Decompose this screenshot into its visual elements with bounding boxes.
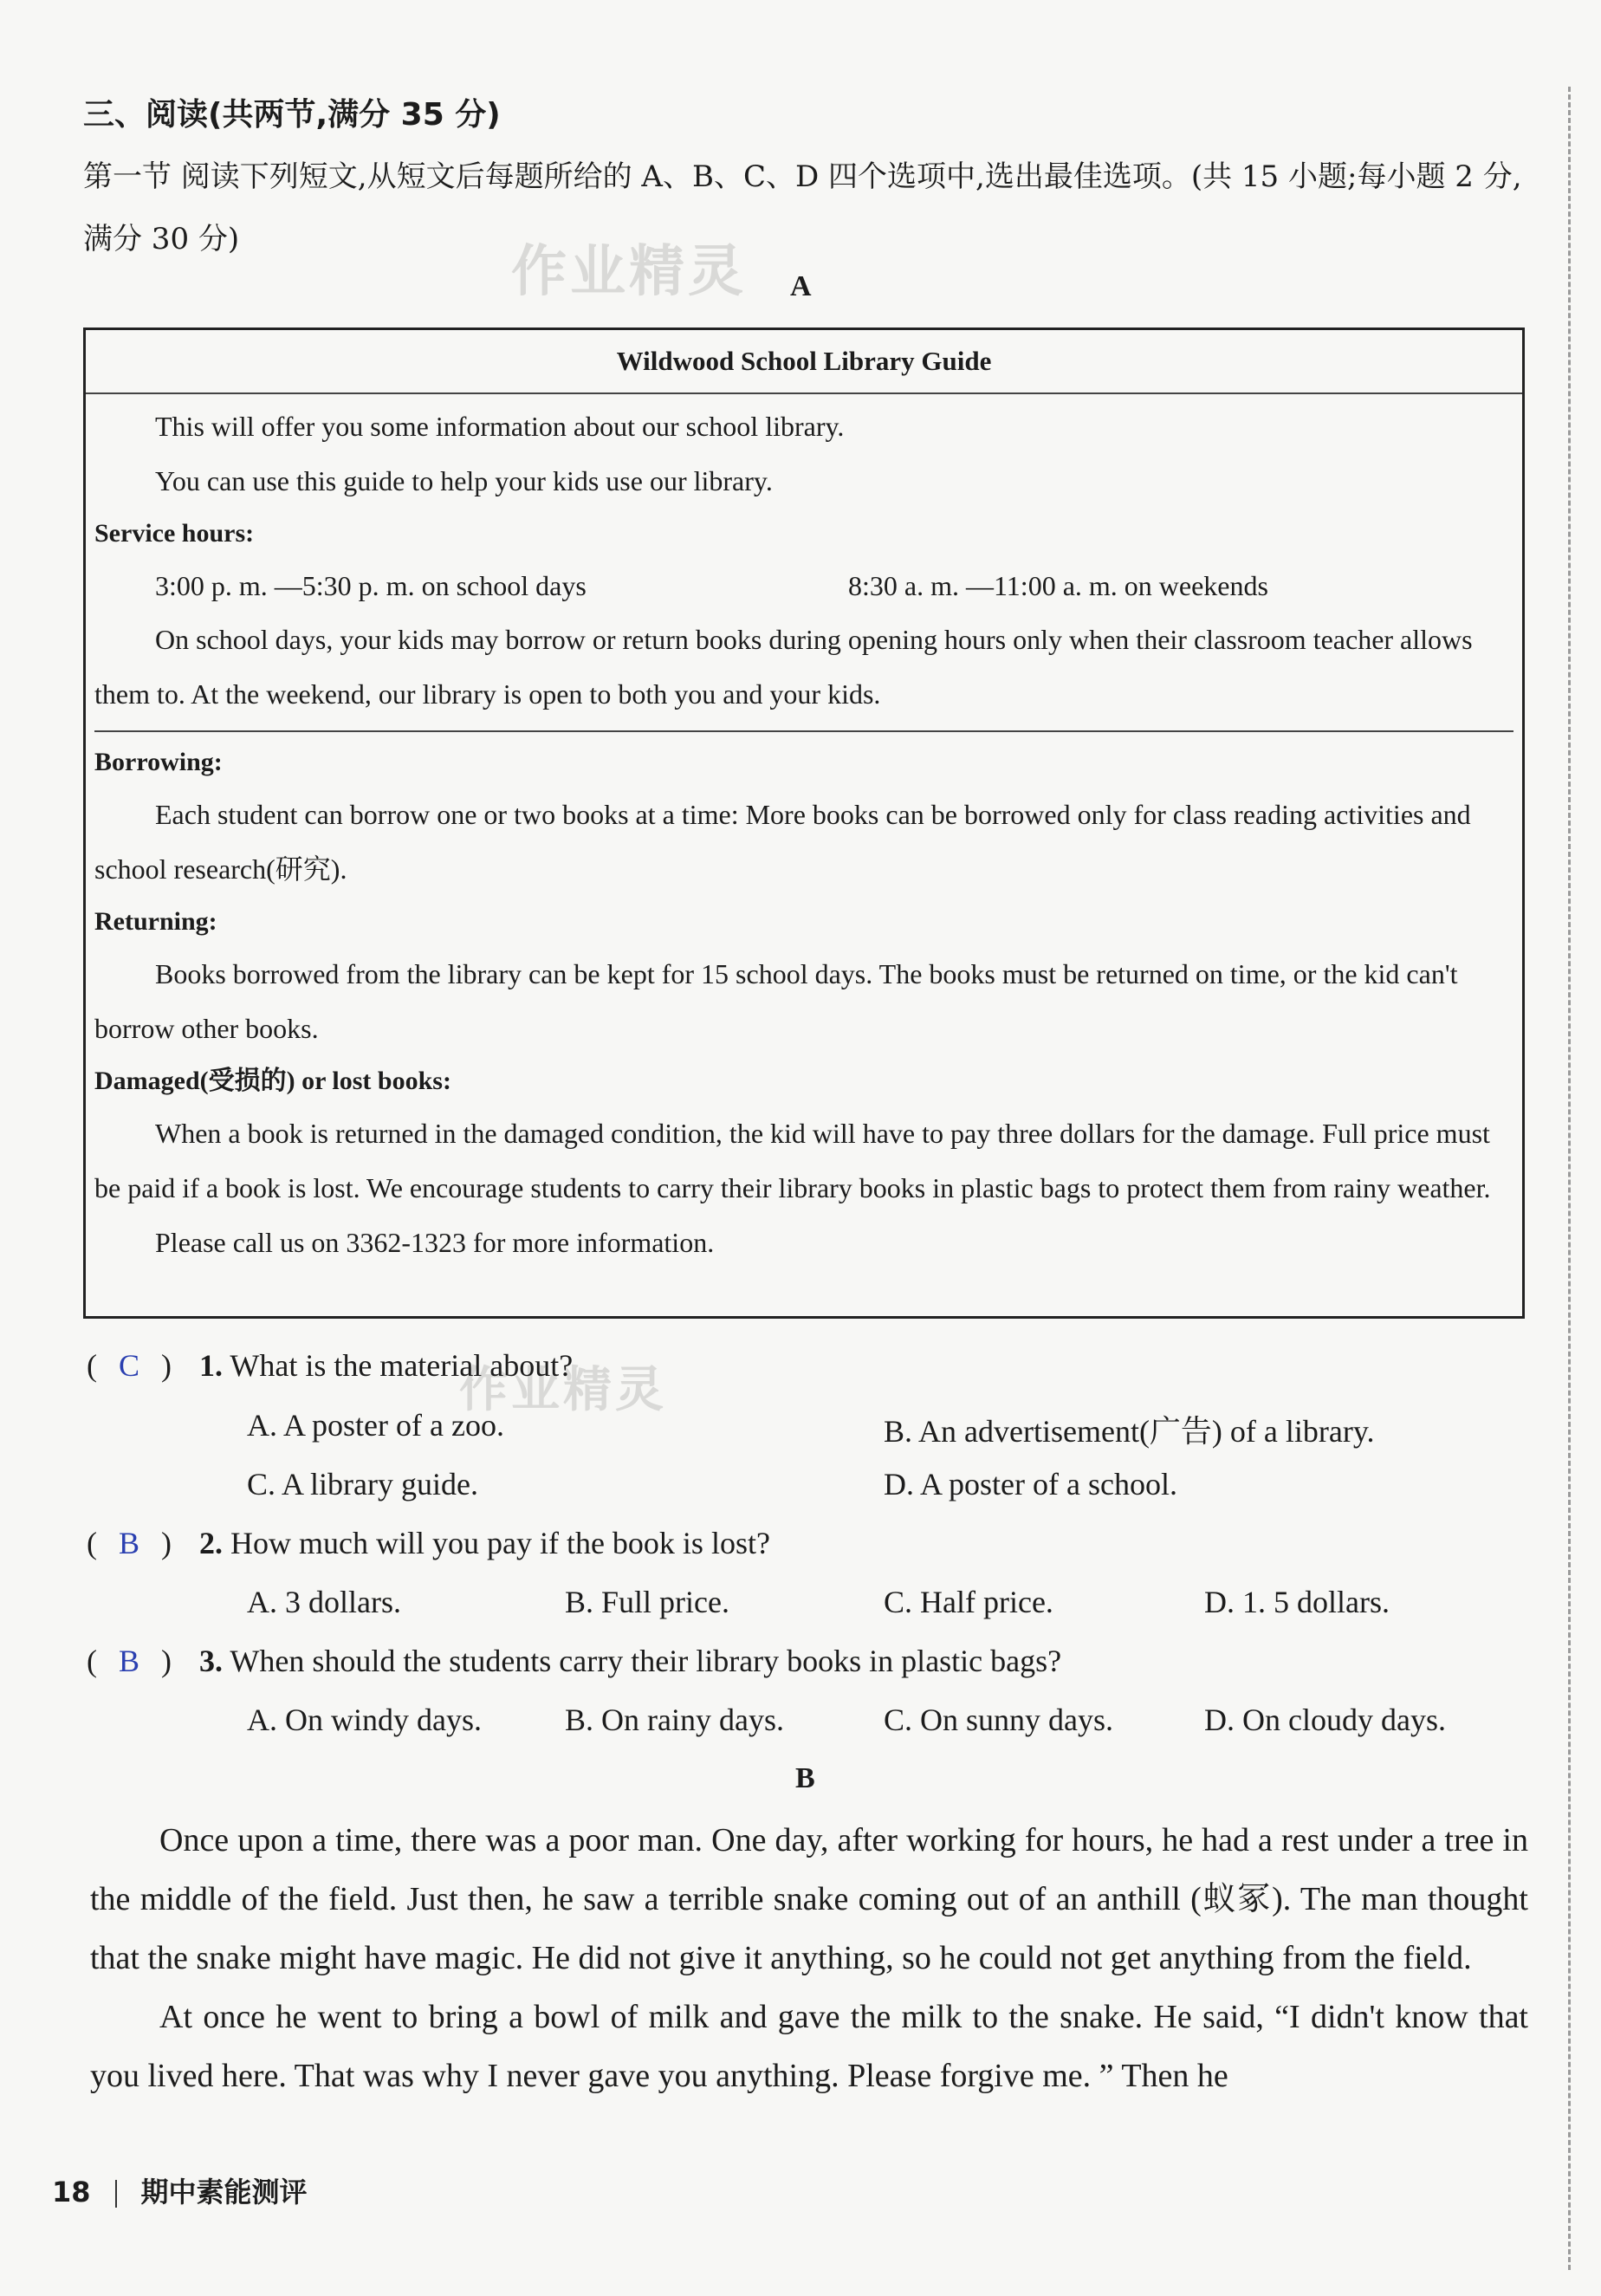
hours-school-days: 3:00 p. m. —5:30 p. m. on school days (155, 570, 587, 601)
question-3 (87, 1643, 1061, 1679)
watermark-2: 作业精灵 (459, 1362, 667, 1418)
margin-dashed-rule (1568, 87, 1571, 2270)
answer-letter: C (118, 1348, 139, 1383)
page-number: 18 (52, 2176, 91, 2208)
footer-title: 期中素能测评 (140, 2176, 308, 2208)
answer-slot: ( C ) (87, 1348, 172, 1383)
question-text: When should the students carry their library books in plastic bags? (230, 1644, 1062, 1678)
question-text: How much will you pay if the book is lost? (230, 1526, 770, 1560)
answer-slot: ( B ) (87, 1644, 172, 1678)
option: A. 3 dollars. (247, 1585, 401, 1619)
borrowing-heading: Borrowing: (94, 748, 223, 776)
passage-b (90, 1811, 1528, 2105)
guide-intro-line: You can use this guide to help your kids use our library. (155, 465, 773, 496)
option: A. A poster of a zoo. (247, 1408, 504, 1443)
option: D. On cloudy days. (1204, 1703, 1446, 1737)
option: C. A library guide. (247, 1467, 478, 1501)
damaged-heading: Damaged(受损的) or lost books: (94, 1067, 451, 1095)
answer-slot: ( B ) (87, 1526, 172, 1560)
option: B. Full price. (565, 1585, 729, 1619)
service-hours-heading: Service hours: (94, 519, 255, 548)
question-text: What is the material about? (230, 1348, 574, 1383)
watermark: 作业精灵 (511, 240, 747, 304)
returning-text: Books borrowed from the library can be kept for 15 school days. The books must be returned on time, or the kid can't borrow other books. (94, 958, 1458, 1044)
hours-weekends: 8:30 a. m. —11:00 a. m. on weekends (848, 570, 1268, 601)
returning-heading: Returning: (94, 907, 217, 936)
section-title: 三、阅读(共两节,满分 35 分) (83, 97, 501, 133)
answer-letter: B (118, 1644, 139, 1678)
option: C. Half price. (884, 1585, 1053, 1619)
section-instruction: 第一节 阅读下列短文,从短文后每题所给的 A、B、C、D 四个选项中,选出最佳选项。(共 15 小题;每小题 2 分,满分 30 分) (83, 159, 1522, 256)
service-text: On school days, your kids may borrow or return books during opening hours only when their classroom teacher allows them to. At the weekend, our library is open to both you and your kids. (94, 624, 1473, 710)
option: C. On sunny days. (884, 1703, 1114, 1737)
footer-divider (115, 2180, 117, 2208)
page-footer (52, 2170, 308, 2210)
option: B. On rainy days. (565, 1703, 784, 1737)
contact-line: Please call us on 3362-1323 for more information. (155, 1227, 715, 1258)
passage-b-letter: B (795, 1762, 815, 1794)
option: D. 1. 5 dollars. (1204, 1585, 1390, 1619)
option: D. A poster of a school. (884, 1467, 1177, 1501)
damaged-text: When a book is returned in the damaged condition, the kid will have to pay three dollars for the damage. Full price must be paid if a book is lost. We encourage students to carry their library books in plastic bags to protect them from rainy weather. (94, 1118, 1491, 1203)
option: B. An advertisement(广告) of a library. (884, 1414, 1375, 1449)
passage-paragraph: Once upon a time, there was a poor man. One day, after working for hours, he had a rest under a tree in the middle of the field. Just then, he saw a terrible snake coming out of an anthill (蚁冢). The man thought that the snake might have magic. He did not give it anything, so he could not get anything from the field. (90, 1822, 1528, 1976)
guide-intro-line: This will offer you some information about our school library. (155, 411, 845, 442)
option: A. On windy days. (247, 1703, 482, 1737)
guide-title: Wildwood School Library Guide (86, 330, 1522, 394)
question-number: 3. (199, 1644, 223, 1678)
guide-service-block (94, 399, 1513, 732)
passage-a-letter: A (790, 270, 812, 302)
borrowing-text: Each student can borrow one or two books at a time: More books can be borrowed only for class reading activities and school research(研究). (94, 799, 1471, 885)
question-number: 2. (199, 1526, 223, 1560)
question-number: 1. (199, 1348, 223, 1383)
library-guide-box (83, 328, 1525, 1319)
answer-letter: B (118, 1526, 139, 1560)
passage-paragraph: At once he went to bring a bowl of milk and gave the milk to the snake. He said, “I didn't know that you lived here. That was why I never gave you anything. Please forgive me. ” Then he (90, 1999, 1528, 2094)
service-hours-row (94, 559, 1513, 613)
question-1 (87, 1347, 573, 1384)
question-2 (87, 1525, 770, 1561)
